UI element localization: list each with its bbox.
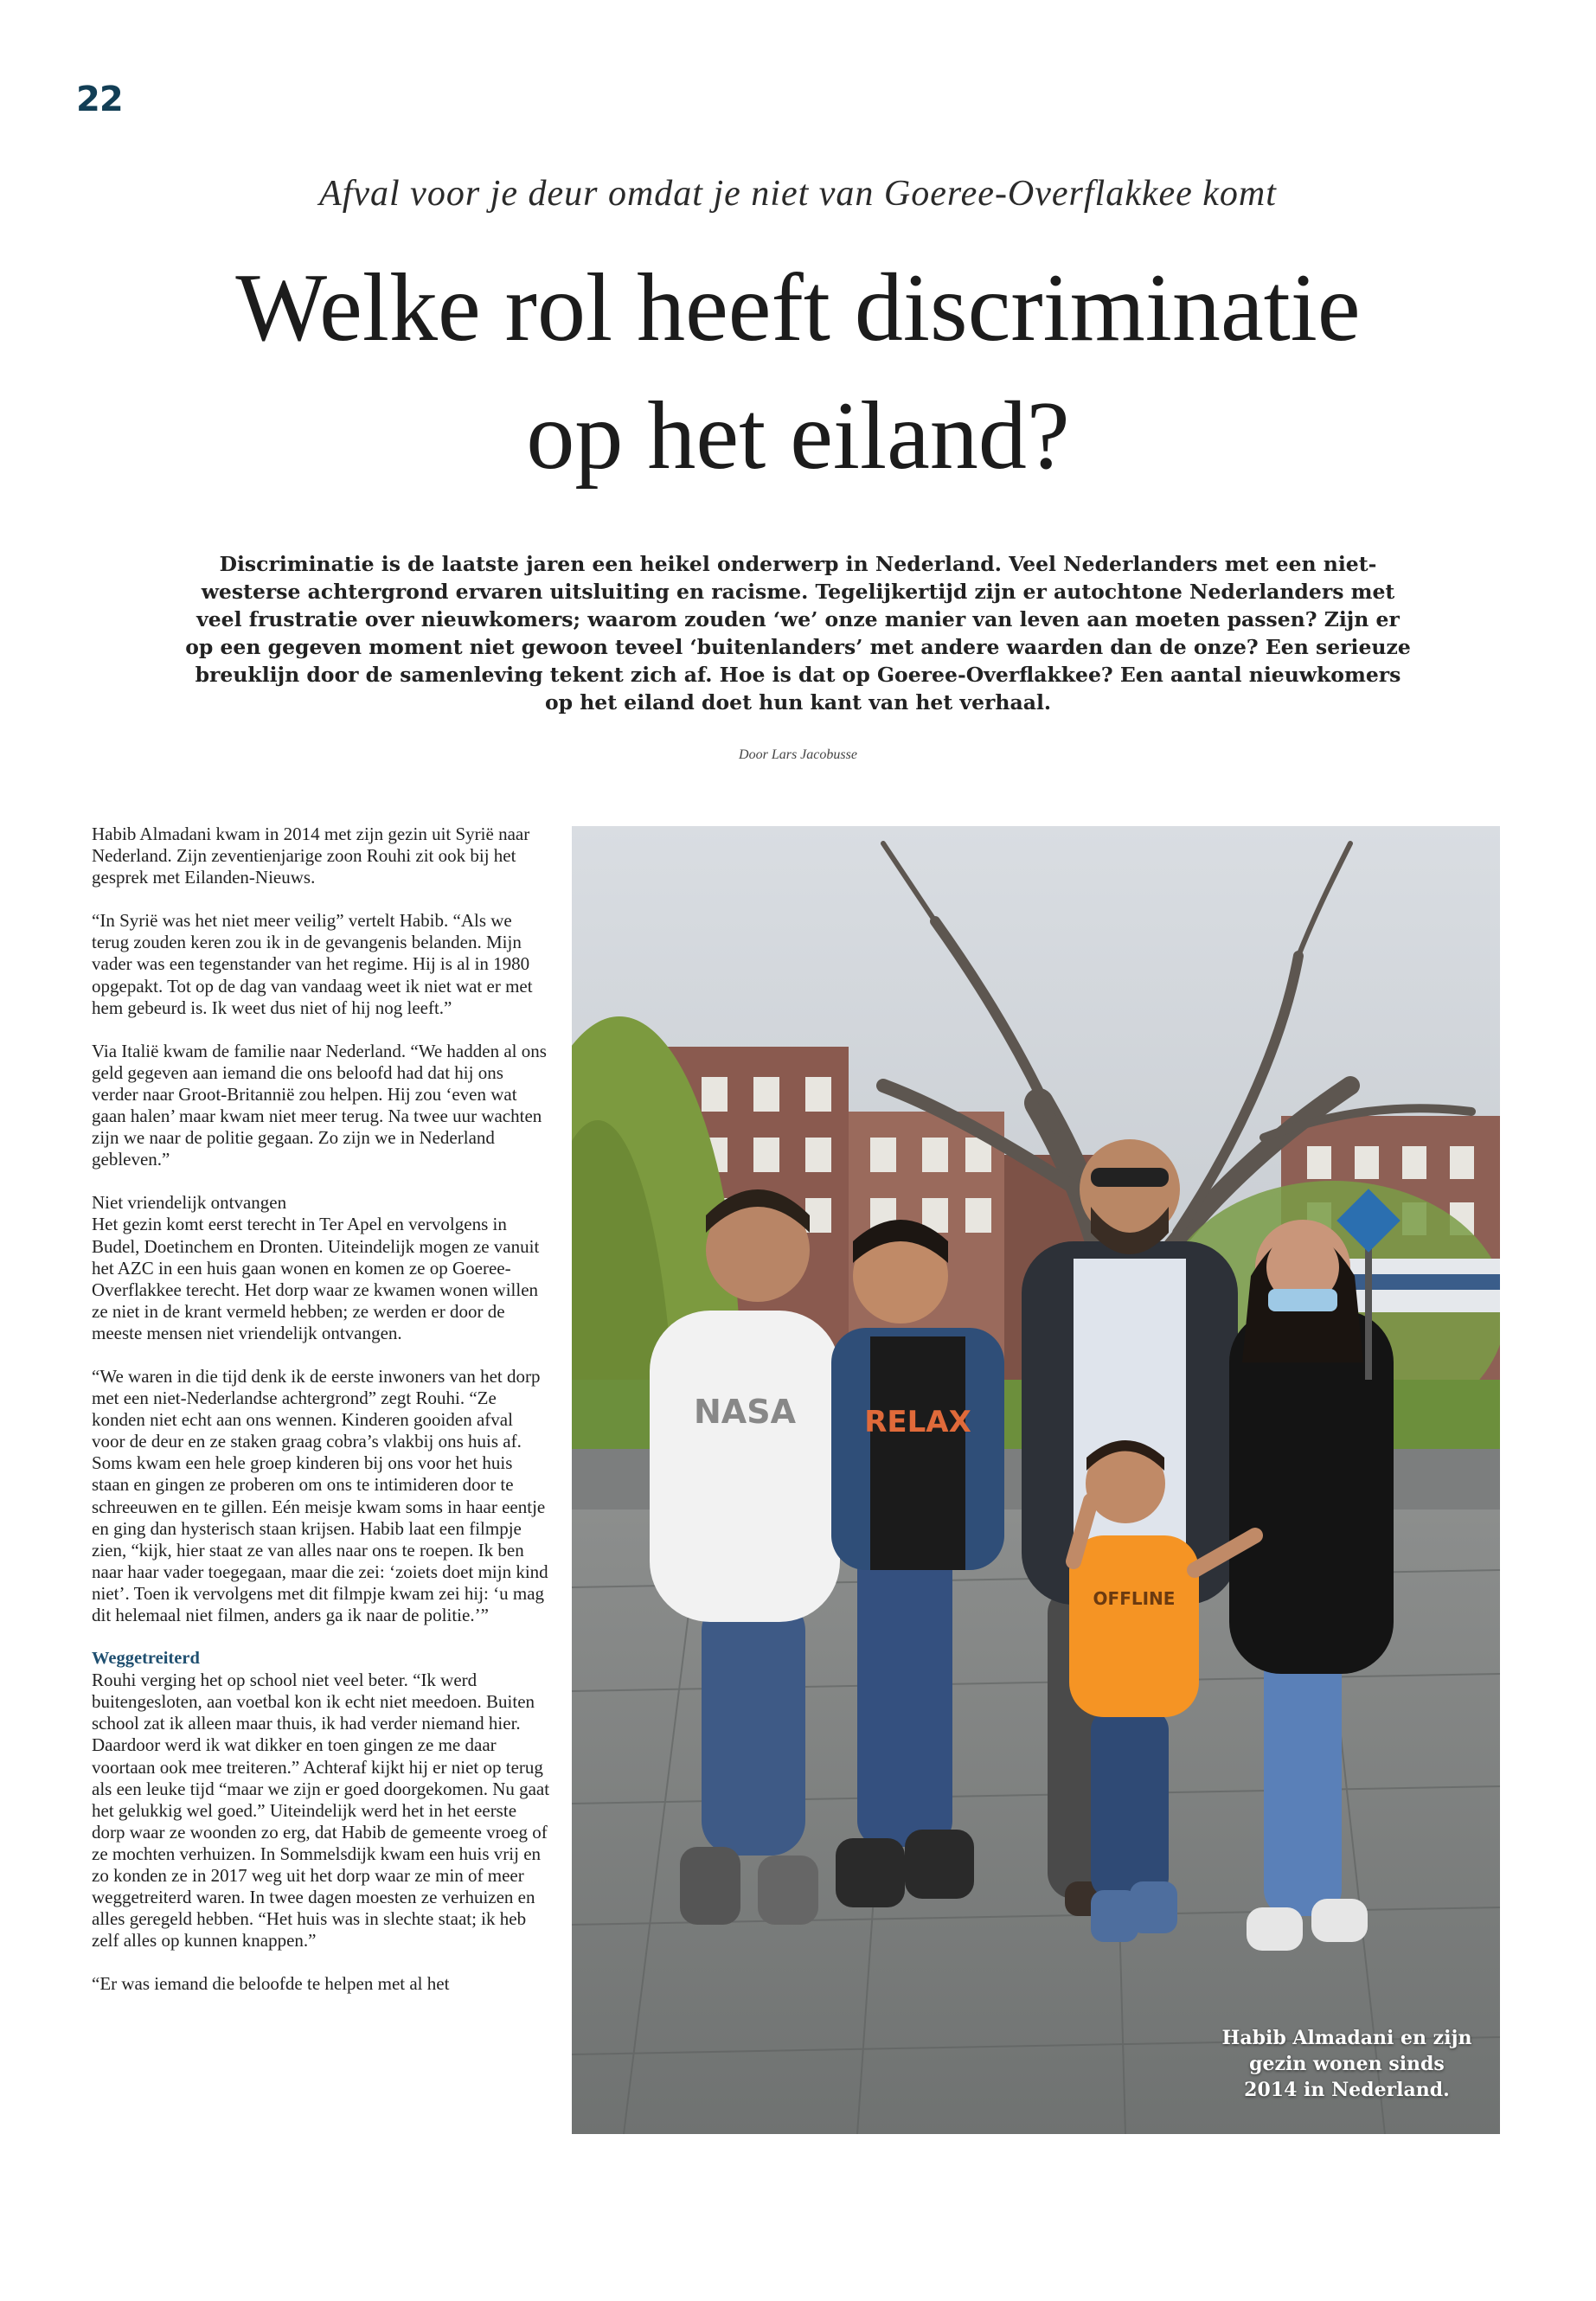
article-headline <box>52 244 1544 500</box>
body-paragraph: Via Italië kwam de familie naar Nederland. “We hadden al ons geld gegeven aan iemand die ons beloofd had dat hij ons verder naar Groot-Britannië zou helpen. Hij zou ‘even wat gaan halen’ maar kwam niet meer terug. Na twee uur wachten zijn we naar de politie gegaan. Zo zijn we in Nederland gebleven.” <box>92 1040 547 1170</box>
article-kicker: Afval voor je deur omdat je niet van Goeree-Overflakkee komt <box>319 174 1277 214</box>
headline-line-2: op het eiland? <box>526 382 1070 490</box>
body-paragraph: Habib Almadani kwam in 2014 met zijn gezin uit Syrië naar Nederland. Zijn zeventienjarige zoon Rouhi zit ook bij het gesprek met Eilanden-Nieuws. <box>92 824 530 888</box>
page-number: 22 <box>76 80 123 119</box>
shirt-text-nasa: NASA <box>694 1393 796 1431</box>
body-paragraph: Rouhi verging het op school niet veel beter. “Ik werd buitengesloten, aan voetbal kon ik echt niet meedoen. Buiten school zat ik alleen maar thuis, ik had verder niemand hier. Daardoor werd ik wat dikker en toen gingen ze me daar voortaan ook mee treiteren.” Achteraf kijkt hij er niet op terug als een leuke tijd “maar we zijn er goed doorgekomen. Nu gaat het gelukkig wel goed.” Uiteindelijk werd het in het eerste dorp waar ze woonden zo erg, dat Habib de gemeente vroeg of ze mochten verhuizen. In Sommelsdijk kwam een huis vrij en zo konden ze in 2017 weg uit het dorp waar ze min of meer weggetreiterd waren. In twee dagen moesten ze verhuizen en alles geregeld hebben. “Het huis was in slechte staat; ik heb zelf alles op kunnen knappen.” <box>92 1670 550 1952</box>
body-paragraph: “We waren in die tijd denk ik de eerste inwoners van het dorp met een niet-Nederlandse achtergrond” zegt Rouhi. “Ze konden niet echt aan ons wennen. Kinderen gooiden afval voor de deur en ze staken graag cobra’s vlakbij ons huis af. Soms kwam een hele groep kinderen bij ons voor het huis staan en gingen ze proberen om ons te intimideren door te schreeuwen en te gillen. Eén meisje kwam soms in haar eentje en ging dan hysterisch staan krijsen. Habib laat een filmpje zien, “kijk, hier staat ze van alles naar ons te roepen. Ik ben naar haar vader toegegaan, maar die zei: ‘zoiets doet mijn kind niet’. Toen ik vervolgens met dit filmpje kwam zei hij: ‘u mag dit helemaal niet filmen, anders ga ik naar de politie.’” <box>92 1365 548 1625</box>
photo-caption: Habib Almadani en zijn gezin wonen sinds 2014 in Nederland. <box>1221 2027 1472 2101</box>
body-paragraph: “In Syrië was het niet meer veilig” vertelt Habib. “Als we terug zouden keren zou ik in de gevangenis belanden. Mijn vader was een tegenstander van het regime. Hij is al in 1980 opgepakt. Tot op de dag van vandaag weet ik niet wat er met hem gebeurd is. Ik weet dus niet of hij nog leeft.” <box>92 910 533 1018</box>
shirt-text-offline: OFFLINE <box>1093 1588 1176 1609</box>
body-paragraph: “Er was iemand die beloofde te helpen met al het <box>92 1973 450 1995</box>
article-body-column <box>92 824 550 2138</box>
article-byline: Door Lars Jacobusse <box>739 747 857 762</box>
section-subhead: Weggetreiterd <box>92 1649 200 1669</box>
article-lead: Discriminatie is de laatste jaren een heikel onderwerp in Nederland. Veel Nederlanders met een niet-westerse achtergrond ervaren uitsluiting en racisme. Tegelijkertijd zijn er autochtone Nederlanders met veel frustratie over nieuwkomers; waarom zouden ‘we’ onze manier van leven aan moeten passen? Zijn er op een gegeven moment niet gewoon teveel ‘buitenlanders’ met andere waarden dan de onze? Een serieuze breuklijn door de samenleving tekent zich af. Hoe is dat op Goeree-Overflakkee? Een aantal nieuwkomers op het eiland doet hun kant van het verhaal. <box>185 552 1411 715</box>
shirt-text-relax: RELAX <box>864 1405 971 1439</box>
headline-line-1: Welke rol heeft discriminatie <box>235 254 1361 362</box>
body-paragraph: Het gezin komt eerst terecht in Ter Apel en vervolgens in Budel, Doetinchem en Dronten. Uiteindelijk mogen ze vanuit het AZC in een huis gaan wonen en komen ze op Goeree-Overflakkee terecht. Het dorp waar ze kwamen wonen willen ze niet in de krant vermeld hebben; ze werden er door de meeste mensen niet vriendelijk ontvangen. <box>92 1214 540 1343</box>
family-photo <box>572 826 1500 2134</box>
family-photo-illustration <box>572 826 1500 2134</box>
body-inline-heading: Niet vriendelijk ontvangen <box>92 1192 287 1214</box>
